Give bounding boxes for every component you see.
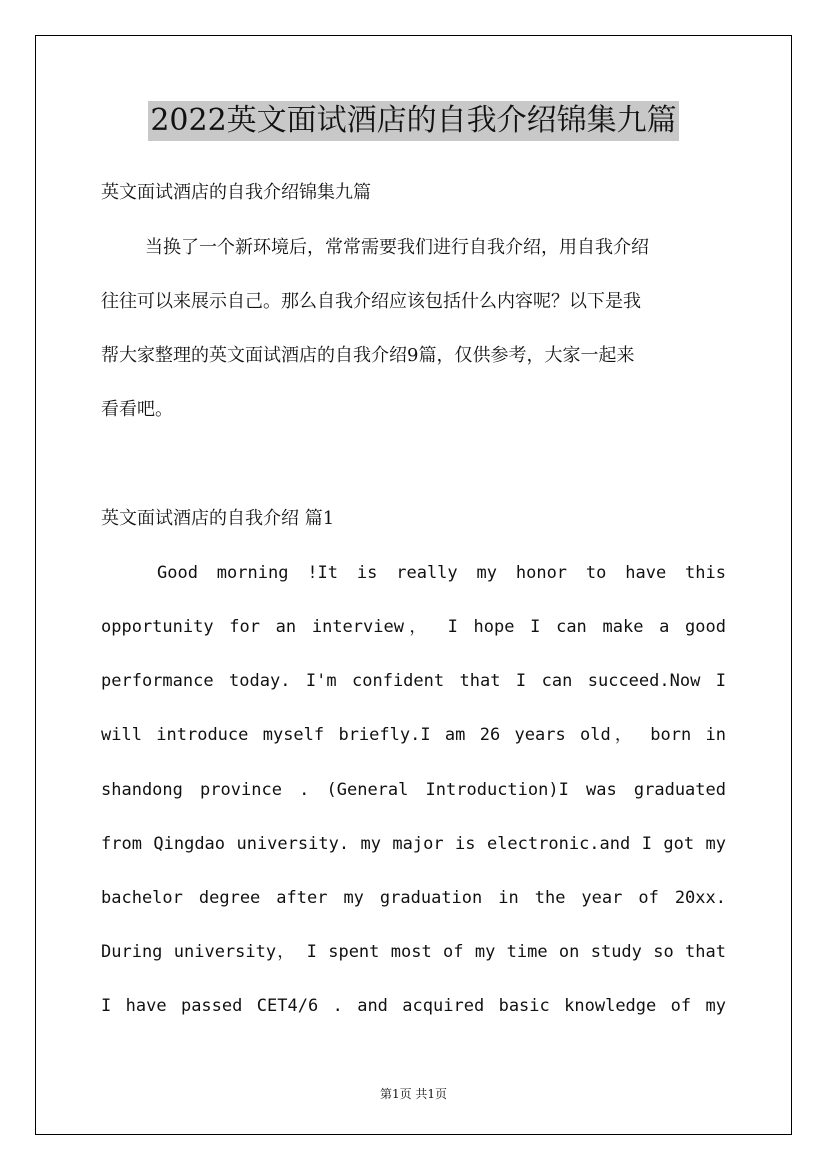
body-line-7: bachelor degree after my graduation in the year of 20xx.	[101, 888, 726, 908]
body-line-2: opportunity for an interview， I hope I can make a good	[101, 617, 726, 637]
intro-line-2: 往往可以来展示自己。那么自我介绍应该包括什么内容呢？以下是我	[101, 291, 641, 312]
body-line-5: shandong province . (General Introduction)I was graduated	[101, 780, 726, 800]
document-title: 2022英文面试酒店的自我介绍锦集九篇	[148, 101, 678, 141]
body-line-3: performance today. I'm confident that I can succeed.Now I	[101, 671, 726, 691]
intro-line-1: 当换了一个新环境后，常常需要我们进行自我介绍，用自我介绍	[145, 237, 649, 258]
body-line-8: During university， I spent most of my time on study so that	[101, 942, 726, 962]
subtitle: 英文面试酒店的自我介绍锦集九篇	[101, 182, 371, 203]
intro-line-3: 帮大家整理的英文面试酒店的自我介绍9篇，仅供参考，大家一起来	[101, 345, 635, 366]
page-footer: 第1页 共1页	[379, 1087, 448, 1101]
title-block	[0, 101, 827, 141]
body-line-1: Good morning !It is really my honor to have this	[157, 563, 726, 583]
body-line-4: will introduce myself briefly.I am 26 years old， born in	[101, 725, 726, 745]
intro-line-4: 看看吧。	[101, 399, 173, 420]
body-line-6: from Qingdao university. my major is electronic.and I got my	[101, 834, 726, 854]
body-line-9: I have passed CET4/6 . and acquired basic knowledge of my	[101, 996, 726, 1016]
section-heading: 英文面试酒店的自我介绍 篇1	[101, 508, 335, 529]
